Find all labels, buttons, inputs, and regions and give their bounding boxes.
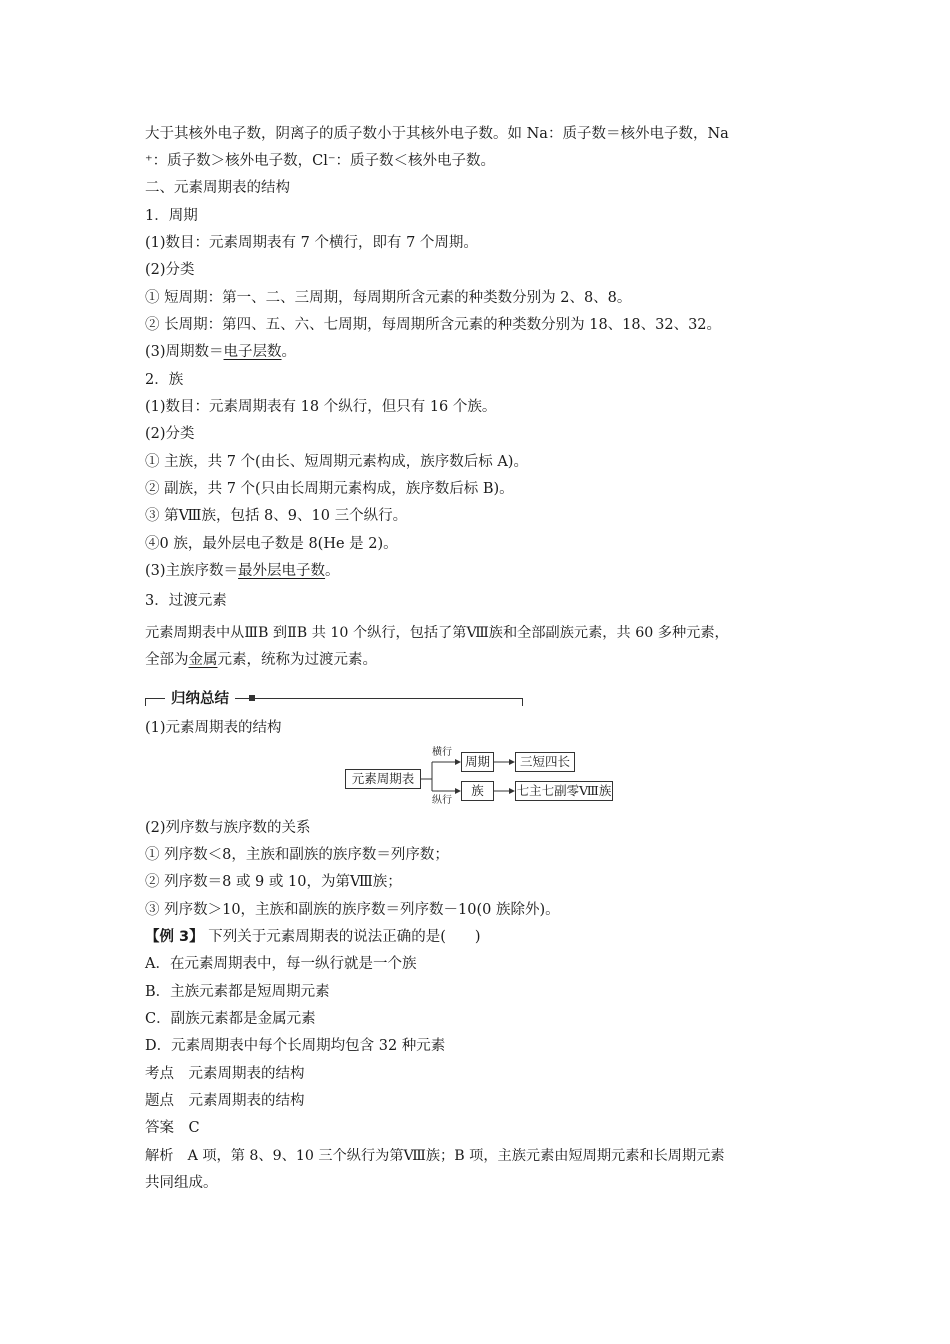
analysis-line: 解析 A 项，第 8、9、10 三个纵行为第Ⅷ族；B 项，主族元素由短周期元素和长周期元素	[145, 1148, 725, 1164]
subsection-heading: 1．周期	[145, 208, 198, 224]
text-line: ② 副族，共 7 个(只由长周期元素构成，族序数后标 B)。	[145, 481, 514, 497]
diagram-root-box: 元素周期表	[345, 769, 421, 789]
text-line: ③ 第Ⅷ族，包括 8、9、10 三个纵行。	[145, 508, 408, 524]
option-d: D．元素周期表中每个长周期均包含 32 种元素	[145, 1038, 446, 1054]
text-line: 元素周期表中从ⅢB 到ⅡB 共 10 个纵行，包括了第Ⅷ族和全部副族元素，共 60 多种元素，	[145, 625, 729, 641]
example-tag: 【例 3】	[145, 929, 204, 945]
text-line: (3)主族序数＝最外层电子数。	[145, 563, 340, 579]
fill-in-answer: 金属	[188, 652, 218, 668]
diagram-node-box: 族	[461, 781, 494, 801]
text-line: ① 短周期：第一、二、三周期，每周期所含元素的种类数分别为 2、8、8。	[145, 290, 632, 306]
fill-in-answer: 电子层数	[223, 344, 282, 360]
text-line: ⁺：质子数＞核外电子数，Cl⁻：质子数＜核外电子数。	[145, 153, 496, 169]
text-line: ① 列序数＜8，主族和副族的族序数＝列序数；	[145, 847, 449, 863]
tidian-line: 题点 元素周期表的结构	[145, 1093, 305, 1109]
diagram-result-box: 三短四长	[515, 752, 575, 772]
option-b: B．主族元素都是短周期元素	[145, 984, 330, 1000]
text-line: ② 长周期：第四、五、六、七周期，每周期所含元素的种类数分别为 18、18、32、32。	[145, 317, 722, 333]
text-line: 全部为金属元素，统称为过渡元素。	[145, 652, 377, 668]
section-heading: 二、元素周期表的结构	[145, 180, 290, 196]
option-a: A．在元素周期表中，每一纵行就是一个族	[145, 956, 417, 972]
example-question: 【例 3】 下列关于元素周期表的说法正确的是( )	[145, 929, 481, 945]
diagram-result-box: 七主七副零Ⅷ族	[515, 781, 613, 801]
text-line: (1)数目：元素周期表有 18 个纵行，但只有 16 个族。	[145, 399, 497, 415]
text-line: (3)周期数＝电子层数。	[145, 344, 297, 360]
text-line: (2)分类	[145, 262, 195, 278]
text-line: (1)数目：元素周期表有 7 个横行，即有 7 个周期。	[145, 235, 478, 251]
diagram-edge-label: 纵行	[432, 795, 452, 806]
subsection-heading: 3．过渡元素	[145, 593, 227, 609]
fill-in-answer: 最外层电子数	[238, 563, 326, 579]
subsection-heading: 2．族	[145, 372, 184, 388]
kaodian-line: 考点 元素周期表的结构	[145, 1066, 305, 1082]
diagram-node-box: 周期	[461, 752, 494, 772]
text-line: ③ 列序数＞10，主族和副族的族序数＝列序数－10(0 族除外)。	[145, 902, 560, 918]
text-line: ② 列序数＝8 或 9 或 10，为第Ⅷ族；	[145, 874, 402, 890]
diagram-edge-label: 横行	[432, 747, 452, 758]
summary-heading: 归纳总结	[165, 690, 235, 708]
answer-line: 答案 C	[145, 1120, 200, 1136]
text-line: ① 主族，共 7 个(由长、短周期元素构成，族序数后标 A)。	[145, 454, 528, 470]
text-line: 大于其核外电子数，阴离子的质子数小于其核外电子数。如 Na：质子数＝核外电子数，Na	[145, 126, 729, 142]
text-line: (1)元素周期表的结构	[145, 720, 282, 736]
analysis-line: 共同组成。	[145, 1175, 218, 1191]
text-line: ④0 族，最外层电子数是 8(He 是 2)。	[145, 536, 398, 552]
option-c: C．副族元素都是金属元素	[145, 1011, 316, 1027]
text-line: (2)列序数与族序数的关系	[145, 820, 311, 836]
text-line: (2)分类	[145, 426, 195, 442]
